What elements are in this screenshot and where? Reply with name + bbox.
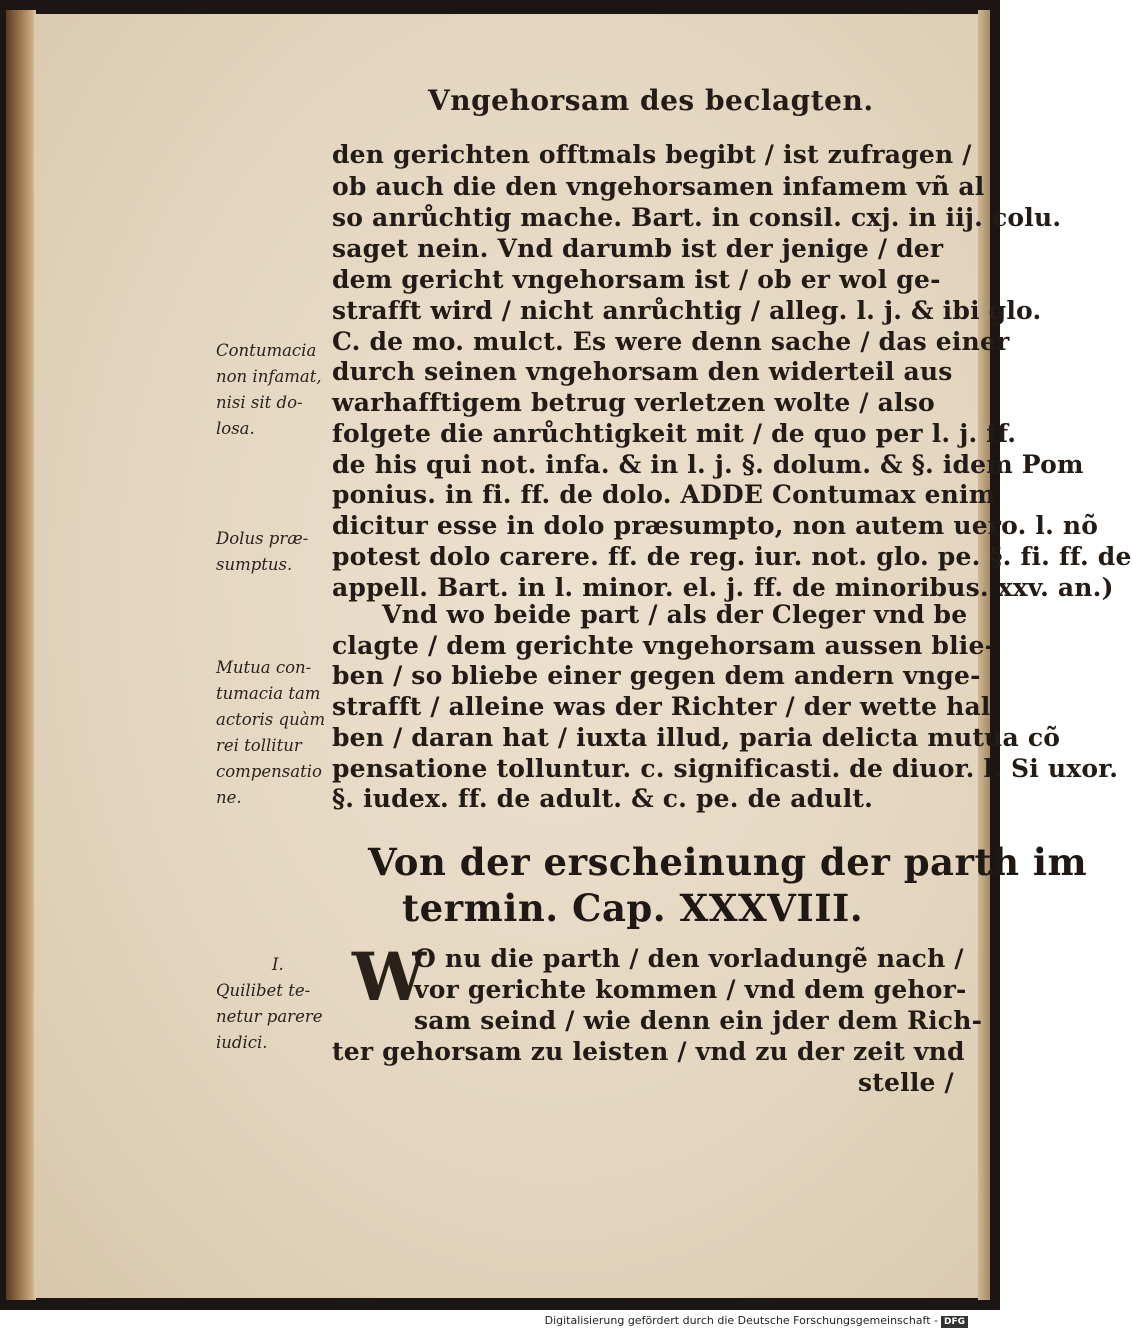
- body-line: pensatione tolluntur. c. significasti. de diuor. l. Si uxor.: [332, 754, 1119, 783]
- margin-note-line: Dolus præ-: [216, 529, 309, 548]
- margin-note-line: iudici.: [216, 1033, 268, 1052]
- body-line: ben / so bliebe einer gegen dem andern vnge-: [332, 661, 981, 690]
- credit-text: Digitalisierung gefördert durch die Deutsche Forschungsgemeinschaft -: [544, 1314, 938, 1327]
- book-edge-left: [6, 10, 36, 1300]
- drop-initial: W: [352, 938, 427, 1016]
- margin-note: [216, 952, 323, 1056]
- body-line: strafft / alleine was der Richter / der wette hal: [332, 692, 991, 721]
- chapter-line: vor gerichte kommen / vnd dem gehor-: [414, 975, 967, 1004]
- margin-note-line: I.: [272, 955, 284, 974]
- margin-note-line: compensatio: [216, 762, 322, 781]
- chapter-title-line: Von der erscheinung der parth im: [368, 840, 1088, 884]
- body-line: strafft wird / nicht anrůchtig / alleg. l. j. & ibi glo.: [332, 296, 1042, 325]
- margin-note-line: Contumacia: [216, 341, 317, 360]
- dfg-logo: DFG: [941, 1316, 968, 1328]
- margin-note-line: Mutua con-: [216, 658, 312, 677]
- body-line: C. de mo. mulct. Es were denn sache / das einer: [332, 327, 1010, 356]
- body-line: saget nein. Vnd darumb ist der jenige / der: [332, 234, 944, 263]
- body-line: so anrůchtig mache. Bart. in consil. cxj. in iij. colu.: [332, 203, 1062, 232]
- body-line: dicitur esse in dolo præsumpto, non autem uero. l. nõ: [332, 511, 1099, 540]
- body-line: potest dolo carere. ff. de reg. iur. not. glo. pe. §. fi. ff. de: [332, 542, 1132, 571]
- margin-note-line: rei tollitur: [216, 736, 302, 755]
- body-line: clagte / dem gerichte vngehorsam aussen blie-: [332, 631, 996, 660]
- margin-note-line: tumacia tam: [216, 684, 321, 703]
- margin-note: [216, 526, 308, 578]
- body-line: ponius. in fi. ff. de dolo. ADDE Contumax enim: [332, 480, 996, 509]
- body-line: ob auch die den vngehorsamen infamem vñ al: [332, 172, 985, 201]
- margin-note-line: netur parere: [216, 1007, 323, 1026]
- margin-note-line: ne.: [216, 788, 242, 807]
- margin-note: [216, 338, 322, 442]
- body-line: ben / daran hat / iuxta illud, paria delicta mutua cõ: [332, 723, 1061, 752]
- margin-note-line: non infamat,: [216, 367, 322, 386]
- margin-note-line: Quilibet te-: [216, 981, 311, 1000]
- chapter-line: sam seind / wie denn ein jder dem Rich-: [414, 1006, 983, 1035]
- body-line: appell. Bart. in l. minor. el. j. ff. de minoribus. xxv. an.): [332, 573, 1114, 602]
- chapter-line: ter gehorsam zu leisten / vnd zu der zeit vnd: [332, 1037, 965, 1066]
- margin-note-line: nisi sit do-: [216, 393, 303, 412]
- body-line: de his qui not. infa. & in l. j. §. dolum. & §. idem Pom: [332, 450, 1084, 479]
- chapter-line: stelle /: [858, 1068, 954, 1097]
- body-line: folgete die anrůchtigkeit mit / de quo per l. j. ff.: [332, 419, 1017, 448]
- body-line: den gerichten offtmals begibt / ist zufragen /: [332, 140, 972, 169]
- body-line: §. iudex. ff. de adult. & c. pe. de adult.: [332, 784, 874, 813]
- chapter-title-line: termin. Cap. XXXVIII.: [402, 886, 864, 930]
- digitization-credit: [545, 1314, 968, 1328]
- running-header: Vngehorsam des beclagten.: [428, 84, 874, 117]
- margin-note-line: sumptus.: [216, 555, 293, 574]
- margin-note-line: actoris quàm: [216, 710, 326, 729]
- body-line: Vnd wo beide part / als der Cleger vnd be: [382, 600, 968, 629]
- body-line: dem gericht vngehorsam ist / ob er wol ge-: [332, 265, 941, 294]
- chapter-line: O nu die parth / den vorladungẽ nach /: [414, 944, 964, 973]
- body-line: durch seinen vngehorsam den widerteil aus: [332, 357, 953, 386]
- margin-note-line: losa.: [216, 419, 255, 438]
- margin-note: [216, 655, 325, 811]
- body-line: warhafftigem betrug verletzen wolte / also: [332, 388, 935, 417]
